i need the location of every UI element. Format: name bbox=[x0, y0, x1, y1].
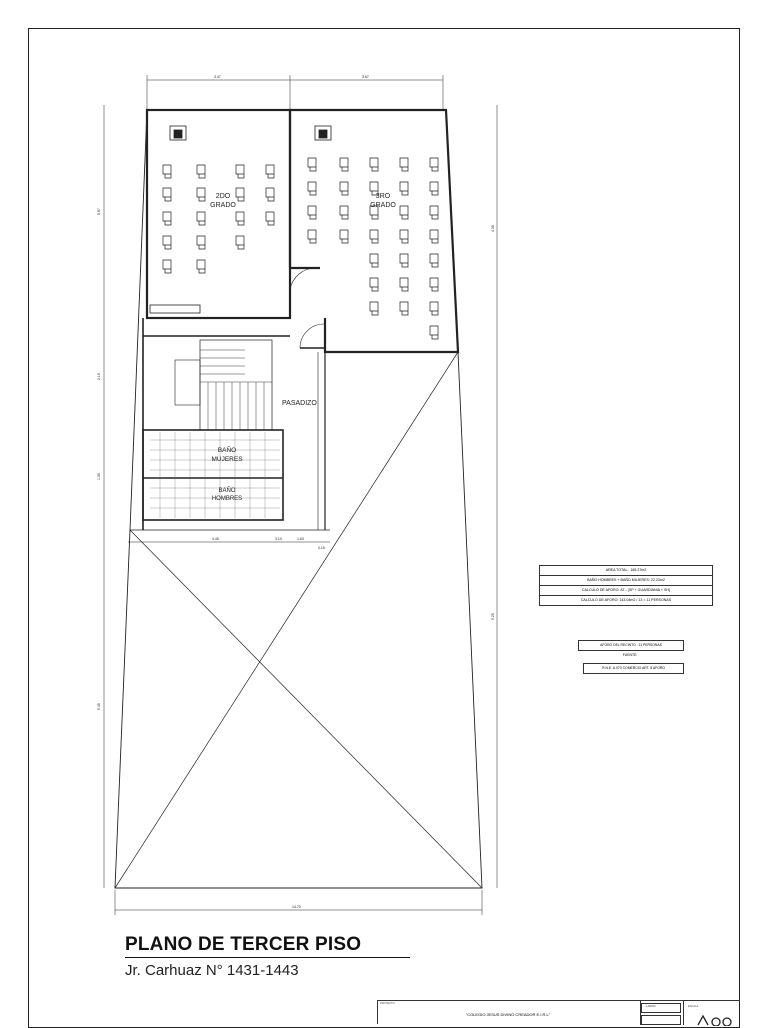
student-desk bbox=[430, 158, 438, 171]
student-desk bbox=[236, 165, 244, 178]
capacity-note: AFORO DEL RECINTO : 11 PERSONAS bbox=[578, 640, 684, 651]
student-desk bbox=[430, 230, 438, 243]
dim-left-long: 9.45 bbox=[97, 703, 101, 710]
area-table-row bbox=[540, 566, 713, 576]
logo-mark-icon bbox=[696, 1014, 736, 1026]
dim-left-middle: 2.15 bbox=[97, 373, 101, 380]
dim-bottom-d: 0.15 bbox=[318, 546, 325, 550]
student-desk bbox=[197, 212, 205, 225]
student-desk bbox=[163, 165, 171, 178]
plan-title: PLANO DE TERCER PISO bbox=[125, 934, 410, 958]
dim-left-lower: 1.30 bbox=[97, 473, 101, 480]
student-desk bbox=[163, 212, 171, 225]
student-desk bbox=[370, 278, 378, 291]
student-desk bbox=[370, 302, 378, 315]
student-desk bbox=[340, 182, 348, 195]
dim-bottom-c: 1.63 bbox=[297, 537, 304, 541]
student-desk bbox=[400, 206, 408, 219]
area-table-cell: CALCULO DE AFORO: 143.04m2 / 13 = 11 PERSONAS bbox=[540, 596, 713, 606]
student-desk bbox=[430, 302, 438, 315]
student-desk bbox=[430, 206, 438, 219]
student-desk bbox=[430, 254, 438, 267]
area-table-row bbox=[540, 596, 713, 606]
dim-top-right: 3.67 bbox=[362, 75, 369, 79]
student-desk bbox=[163, 236, 171, 249]
student-desk bbox=[400, 278, 408, 291]
area-table-row bbox=[540, 586, 713, 596]
area-table-cell: BAÑO HOMBRES + BAÑO MUJERES: 22.23m2 bbox=[540, 576, 713, 586]
student-desk bbox=[163, 260, 171, 273]
student-desk bbox=[308, 230, 316, 243]
dim-top-left: 3.47 bbox=[214, 75, 221, 79]
plan-address: Jr. Carhuaz N° 1431-1443 bbox=[125, 962, 299, 979]
project-name: "COLEGIO JESUS DIVINO CREADOR E.I.R.L" bbox=[465, 1012, 551, 1017]
dim-right-long: 9.25 bbox=[491, 613, 495, 620]
student-desk bbox=[370, 254, 378, 267]
room-label-bano-mujeres: BAÑO MUJERES bbox=[211, 447, 243, 463]
area-calculation-table bbox=[539, 565, 713, 606]
dim-left-upper: 5.87 bbox=[97, 208, 101, 215]
student-desk bbox=[266, 188, 274, 201]
area-table-row bbox=[540, 576, 713, 586]
scale-label: ESCALA bbox=[688, 1005, 699, 1008]
student-desk bbox=[236, 188, 244, 201]
dim-bottom-total: 14.70 bbox=[292, 905, 301, 909]
student-desk bbox=[163, 188, 171, 201]
area-table-cell: CALCULO DE AFORO: AT - (SP + GUARDIANIA + SH) bbox=[540, 586, 713, 596]
student-desk bbox=[197, 236, 205, 249]
room-label-2do-grado: 2DO GRADO bbox=[210, 193, 236, 209]
project-label: PROYECTO: bbox=[380, 1002, 396, 1005]
student-desk bbox=[340, 158, 348, 171]
source-label: FUENTE: bbox=[578, 651, 682, 660]
student-desk bbox=[430, 326, 438, 339]
student-desk bbox=[308, 182, 316, 195]
source-note: R.N.E. A.070 COMERCIO ART. 8 AFORO bbox=[583, 663, 684, 674]
student-desk bbox=[266, 165, 274, 178]
cartouche-divider-2 bbox=[683, 1001, 684, 1025]
title-block bbox=[125, 934, 410, 979]
area-table-cell: AREA TOTAL : 165.27m2 bbox=[540, 566, 713, 576]
room-label-pasadizo: PASADIZO bbox=[282, 400, 317, 407]
student-desk bbox=[400, 230, 408, 243]
student-desk bbox=[370, 158, 378, 171]
student-desk bbox=[370, 230, 378, 243]
student-desk bbox=[197, 165, 205, 178]
student-desk bbox=[266, 212, 274, 225]
sheet-label: LAMINA bbox=[646, 1005, 656, 1008]
student-desk bbox=[197, 188, 205, 201]
student-desk bbox=[400, 158, 408, 171]
room-label-bano-hombres: BAÑO HOMBRES bbox=[211, 488, 243, 502]
student-desk bbox=[340, 206, 348, 219]
student-desk bbox=[400, 182, 408, 195]
student-desk bbox=[400, 302, 408, 315]
dim-bottom-b: 3.10 bbox=[275, 537, 282, 541]
student-desk bbox=[430, 182, 438, 195]
student-desk bbox=[236, 236, 244, 249]
room-label-3ro-grado: 3RO GRADO bbox=[370, 193, 396, 209]
student-desk bbox=[340, 230, 348, 243]
dim-bottom-a: 4.45 bbox=[212, 537, 219, 541]
student-desk bbox=[236, 212, 244, 225]
student-desk bbox=[400, 254, 408, 267]
student-desk bbox=[308, 206, 316, 219]
title-cartouche bbox=[377, 1000, 740, 1024]
dim-right-upper: 4.35 bbox=[491, 225, 495, 232]
student-desk bbox=[430, 278, 438, 291]
student-desk bbox=[308, 158, 316, 171]
student-desk bbox=[197, 260, 205, 273]
